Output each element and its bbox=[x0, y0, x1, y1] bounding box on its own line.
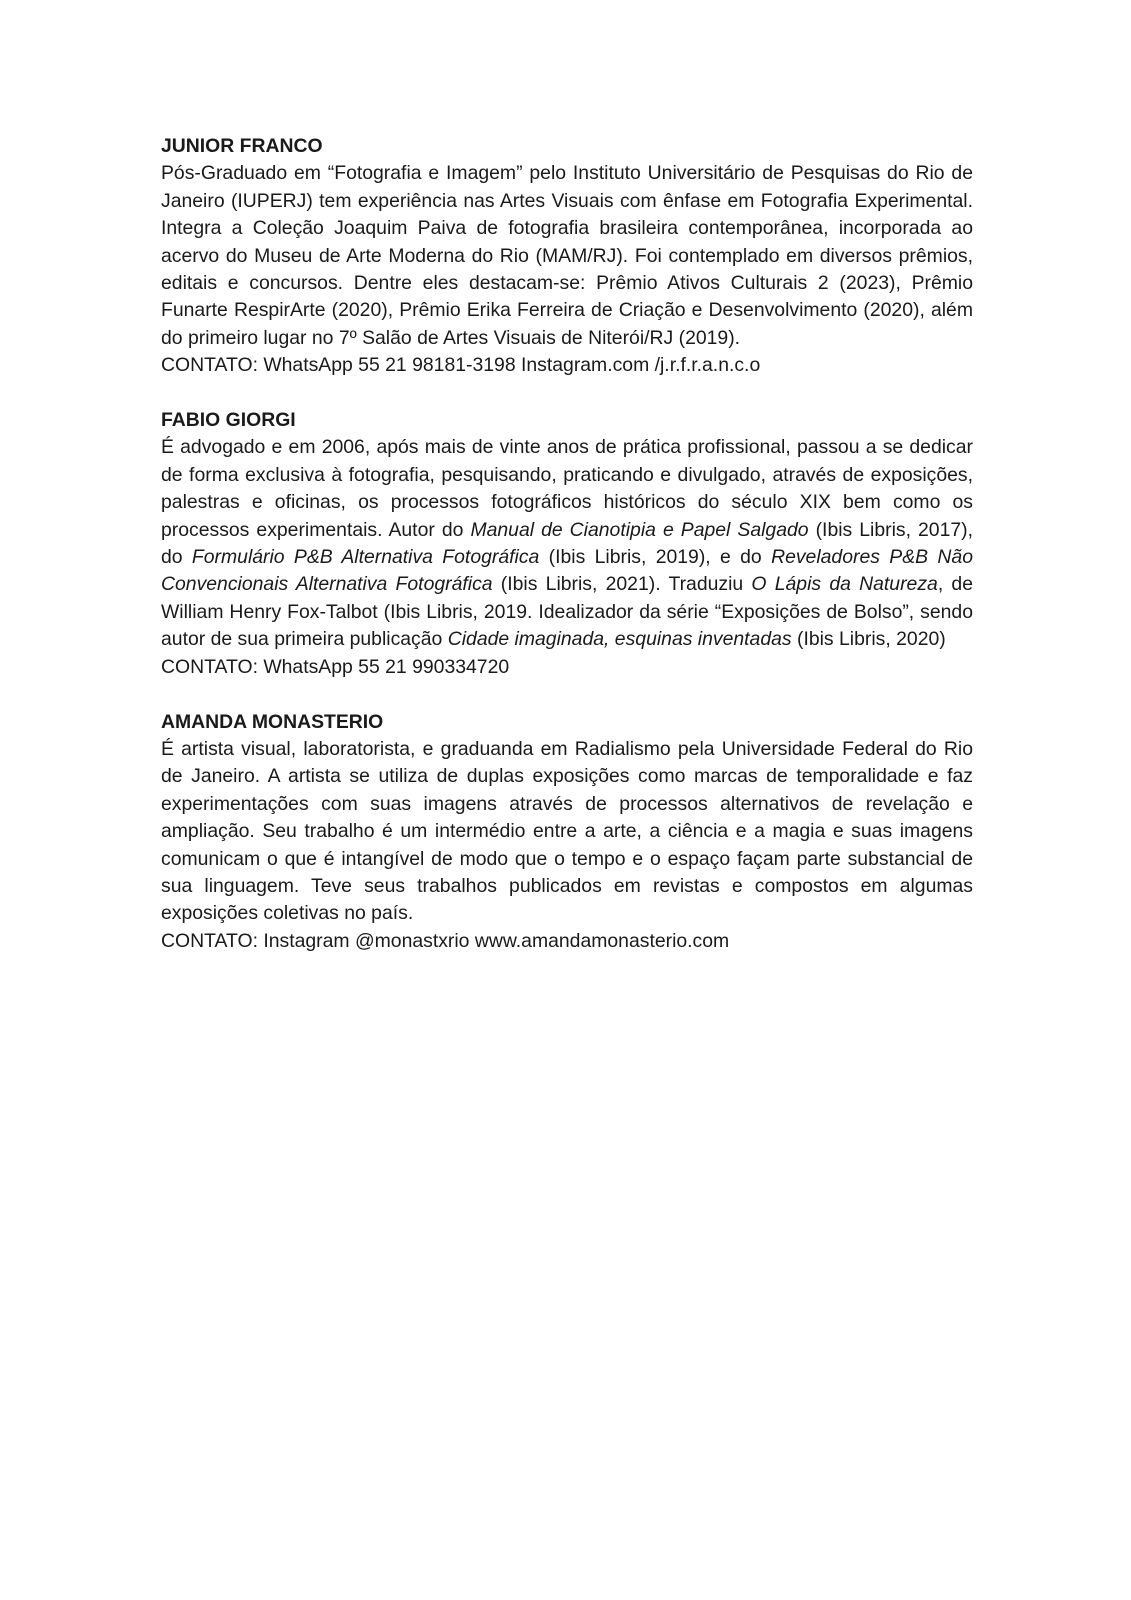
bio-text-segment: (Ibis Libris, 2019), e do bbox=[539, 546, 772, 569]
bio-name: AMANDA MONASTERIO bbox=[161, 710, 384, 733]
bio-text-segment: Pós-Graduado em “Fotografia e Imagem” pelo Instituto Universitário de Pesquisas do Rio de Janeiro (IUPERJ) tem experiência nas Artes Visuais com ênfase em Fotografia Experimental. Integra a Coleção Joaquim Paiva de fotografia brasileira contemporânea, incorporada ao acervo do Museu de Arte Moderna do Rio (MAM/RJ). Foi contemplado em diversos prêmios, editais e concursos. Dentre eles destacam-se: Prêmio Ativos Culturais 2 (2023), Prêmio Funarte RespirArte (2020), Prêmio Erika Ferreira de Criação e Desenvolvimento (2020), além do primeiro lugar no 7º Salão de Artes Visuais de Niterói/RJ (2019). bbox=[161, 162, 973, 349]
bio-text-segment: É artista visual, laboratorista, e graduanda em Radialismo pela Universidade Federal do Rio de Janeiro. A artista se utiliza de duplas exposições como marcas de temporalidade e faz experimentações com suas imagens através de processos alternativos de revelação e ampliação. Seu trabalho é um intermédio entre a arte, a ciência e a magia e suas imagens comunicam o que é intangível de modo que o tempo e o espaço façam parte substancial de sua linguagem. Teve seus trabalhos publicados em revistas e compostos em algumas exposições coletivas no país. bbox=[161, 737, 973, 925]
bio-text bbox=[161, 434, 973, 653]
bio-text-segment: , de William Henry Fox-Talbot (Ibis Libris, 2019. Idealizador da série “Exposições de Bolso”, sendo autor de sua primeira publicação bbox=[161, 573, 973, 651]
bio-text-segment: (Ibis Libris, 2021). Traduziu bbox=[492, 573, 752, 596]
bio-text bbox=[161, 160, 973, 352]
bio-contact: CONTATO: Instagram @monastxrio www.amandamonasterio.com bbox=[161, 929, 730, 952]
book-title: Formulário P&B Alternativa Fotográfica bbox=[191, 546, 540, 569]
bio-fabio-giorgi bbox=[161, 407, 973, 681]
book-title: Reveladores P&B Não Convencionais Alternativa Fotográfica bbox=[161, 546, 973, 596]
bio-contact: CONTATO: WhatsApp 55 21 98181-3198 Instagram.com /j.r.f.r.a.n.c.o bbox=[161, 354, 761, 377]
bio-text bbox=[161, 736, 973, 928]
bio-text-segment: (Ibis Libris, 2017), do bbox=[161, 518, 973, 569]
bio-text-segment: (Ibis Libris, 2020) bbox=[791, 628, 946, 651]
bio-text-segment: É advogado e em 2006, após mais de vinte anos de prática profissional, passou a se dedicar de forma exclusiva à fotografia, pesquisando, praticando e divulgado, através de exposições, palestras e oficinas, os processos fotográficos históricos do século XIX bem como os processos experimentais. Autor do bbox=[161, 436, 973, 541]
book-title: O Lápis da Natureza bbox=[751, 573, 938, 596]
bio-amanda-monasterio bbox=[161, 709, 973, 956]
document-page bbox=[161, 133, 973, 983]
bio-name: JUNIOR FRANCO bbox=[161, 135, 323, 157]
bio-name: FABIO GIORGI bbox=[161, 409, 296, 432]
bio-junior-franco bbox=[161, 133, 973, 380]
book-title: Cidade imaginada, esquinas inventadas bbox=[447, 628, 792, 651]
book-title: Manual de Cianotipia e Papel Salgado bbox=[470, 518, 809, 541]
bio-contact: CONTATO: WhatsApp 55 21 990334720 bbox=[161, 655, 510, 678]
